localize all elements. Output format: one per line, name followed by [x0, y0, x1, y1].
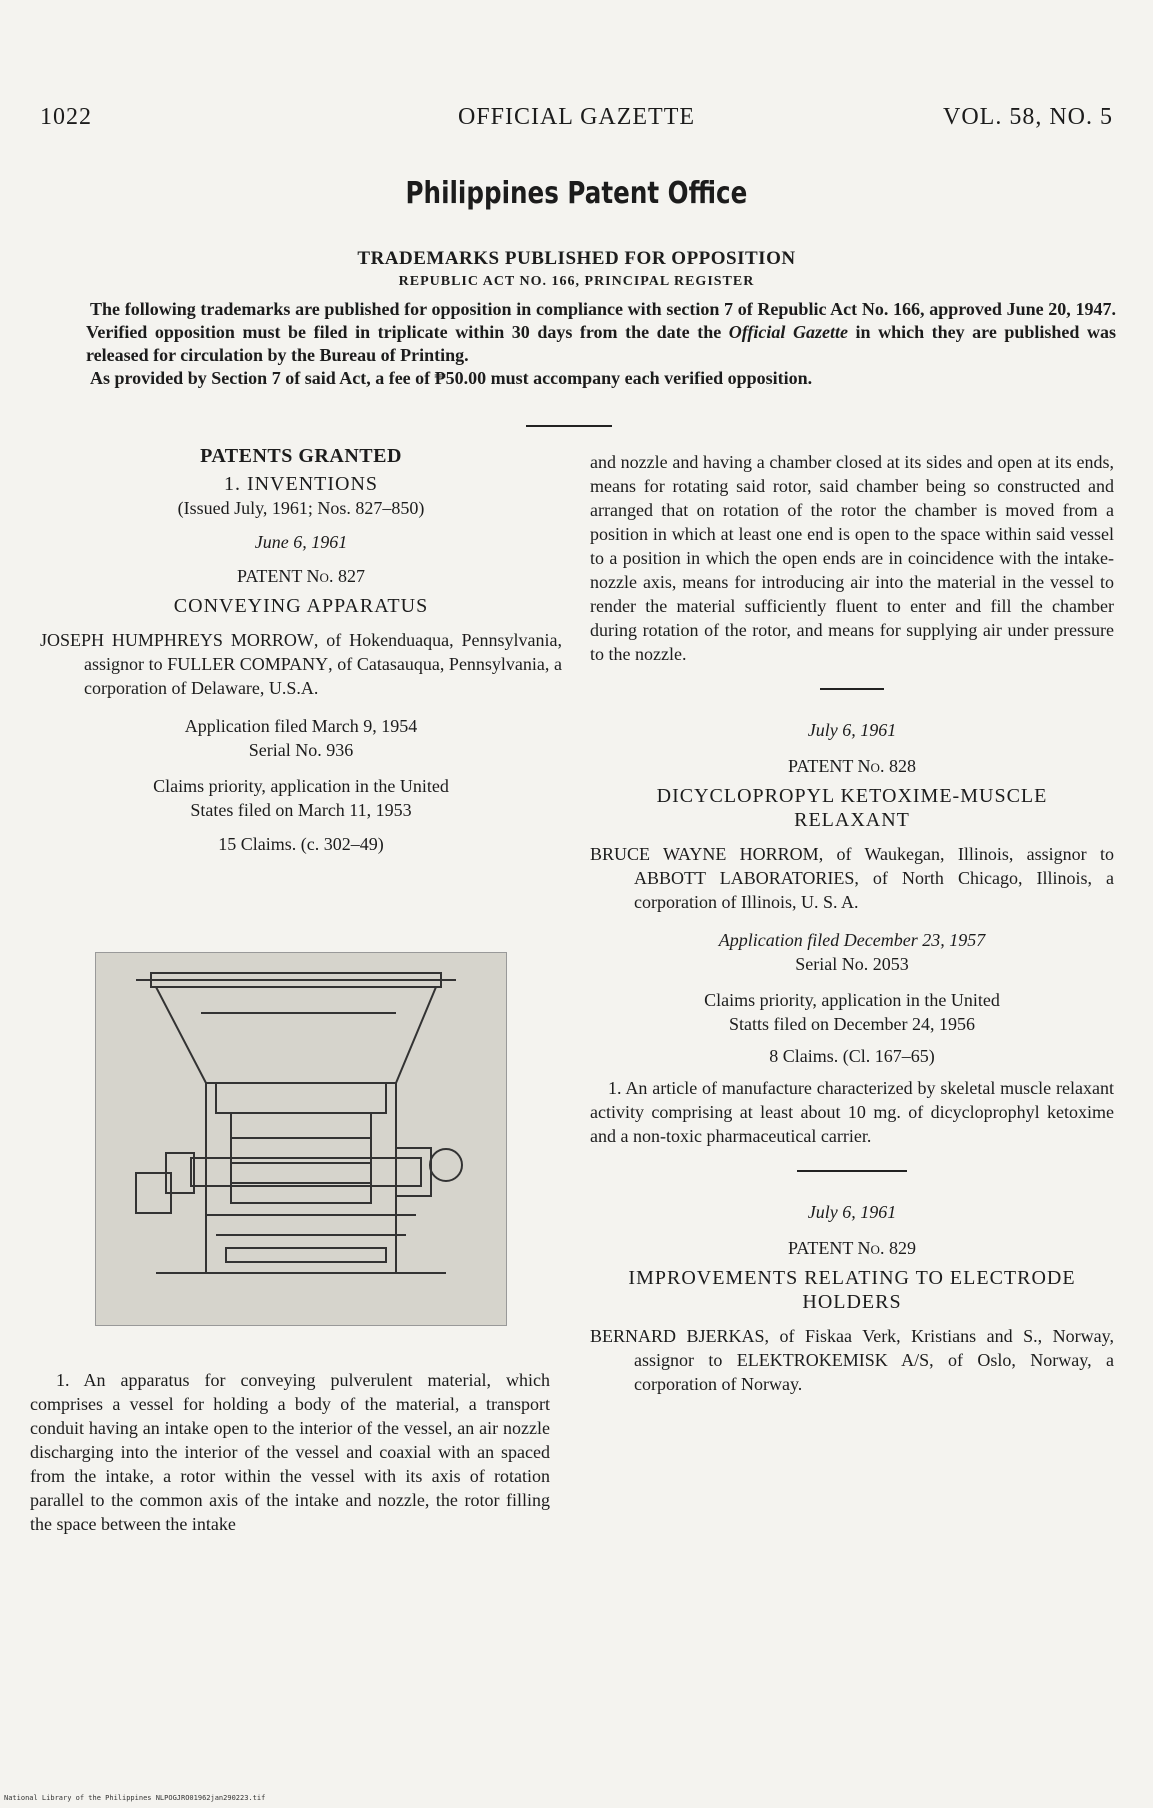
divider [820, 688, 884, 690]
right-column [590, 450, 1114, 1396]
serial-number: Serial No. 2053 [795, 954, 909, 974]
inventor-text: , of Catasauqua, Pennsylvania, a corporation of Delaware, U.S.A. [84, 654, 563, 698]
inventor-text: , of North Chicago, Illinois, a corporation of Illinois, U. S. A. [634, 868, 1114, 912]
inventor-text: , of Fiskaa Verk, Kristians and S., Norway, assignor to [634, 1326, 1114, 1370]
hopper [156, 987, 436, 1083]
application-filed: Application filed December 23, 1957 [718, 930, 986, 950]
patent-number: PATENT No. 828 [788, 756, 916, 776]
left-column [40, 444, 562, 856]
volume-number: VOL. 58, NO. 5 [943, 104, 1113, 130]
hopper-neck [216, 1083, 386, 1113]
patent-title: CONVEYING APPARATUS [173, 595, 429, 617]
notice-text: in which they are published was released for circulation by the Bureau of Printing. [86, 322, 1116, 365]
inventor-paragraph [590, 1324, 1114, 1396]
patent-number: PATENT No. 829 [788, 1238, 916, 1258]
inventor-name: BERNARD BJERKAS [590, 1326, 765, 1346]
patent-title: IMPROVEMENTS RELATING TO ELECTRODE [628, 1267, 1076, 1289]
claim-827: 1. An apparatus for conveying pulverulent material, which comprises a vessel for holding a body of the material, a transport conduit having an intake open to the interior of the vessel, an air nozzle discharging into the interior of the vessel and coaxial with an spaced from the intake, a rotor within the vessel with its axis of rotation parallel to the common axis of the intake and nozzle, the rotor filling the space between the intake [30, 1370, 550, 1534]
notice-text: The following trademarks are published for opposition in compliance with section 7 of Republic Act No. 166, approved June 20, 1947. Verified opposition must be filed in triplicate within 30 days from the date the [86, 299, 1116, 342]
grant-date: June 6, 1961 [254, 532, 348, 552]
subsection-title: 1. INVENTIONS [223, 473, 379, 495]
inventor-text: , of Hokenduaqua, Pennsylvania, assignor to [84, 630, 563, 674]
assignee-name: FULLER COMPANY [167, 654, 329, 674]
patent-title-line-2: HOLDERS [802, 1291, 902, 1313]
inventor-paragraph [40, 628, 562, 700]
publication-title: OFFICIAL GAZETTE [457, 104, 696, 130]
assignee-name: ELEKTROKEMISK A/S [736, 1350, 930, 1370]
divider [797, 1170, 907, 1172]
priority-line-2: States filed on March 11, 1953 [190, 800, 412, 820]
scan-footer: National Library of the Philippines NLPOGJRO01962jan290223.tif [4, 1794, 266, 1802]
priority-line-1: Claims priority, application in the United [153, 776, 449, 796]
base-pan [226, 1248, 386, 1262]
inventor-name: JOSEPH HUMPHREYS MORROW [40, 630, 314, 650]
section-title: PATENTS GRANTED [200, 445, 402, 467]
inventor-paragraph [590, 842, 1114, 914]
claim-continuation: and nozzle and having a chamber closed at its sides and open at its ends, means for rotating said rotor, said chamber being so constructed and arranged that on rotation of the rotor the chamber is moved from a position in which at least one end is open to the space within said vessel to a position in which the open ends are in coincidence with the intake-nozzle axis, means for introducing air into the material in the vessel to render the material sufficiently fluent to enter and fill the chamber during rotation of the rotor, and means for supplying air under pressure to the nozzle. [590, 452, 1114, 664]
office-title: Philippines Patent Office [405, 176, 748, 211]
notice-paragraph [86, 298, 1116, 367]
priority-line-2: Statts filed on December 24, 1956 [729, 1014, 975, 1034]
inventor-name: BRUCE WAYNE HORROM [590, 844, 819, 864]
application-filed: Application filed March 9, 1954 [184, 716, 418, 736]
patent-title-line-2: RELAXANT [794, 809, 910, 831]
inventor-text: , of Oslo, Norway, a corporation of Norway. [634, 1350, 1114, 1394]
pulley [430, 1149, 462, 1181]
claim-828: 1. An article of manufacture characterized by skeletal muscle relaxant activity comprising at least about 10 mg. of dicycloprophyl ketoxime and a non-toxic pharmaceutical carrier. [590, 1078, 1114, 1146]
page-number: 1022 [40, 104, 92, 130]
inventor-text: , of Waukegan, Illinois, assignor to [818, 844, 1114, 864]
priority-line-1: Claims priority, application in the United [704, 990, 1000, 1010]
trademarks-title: TRADEMARKS PUBLISHED FOR OPPOSITION [357, 248, 796, 269]
conveyor-drawing-svg [96, 953, 506, 1325]
trademarks-notice [86, 298, 1116, 390]
fee-paragraph: As provided by Section 7 of said Act, a fee of ₱50.00 must accompany each verified opposition. [90, 368, 813, 388]
grant-date: July 6, 1961 [807, 1202, 897, 1222]
grant-date: July 6, 1961 [807, 720, 897, 740]
trademarks-subtitle: REPUBLIC ACT NO. 166, PRINCIPAL REGISTER [398, 274, 755, 289]
serial-number: Serial No. 936 [248, 740, 354, 760]
patent-drawing [95, 952, 507, 1326]
issued-note: (Issued July, 1961; Nos. 827–850) [177, 498, 425, 518]
claims-count: 15 Claims. (c. 302–49) [218, 834, 384, 854]
claims-count: 8 Claims. (Cl. 167–65) [769, 1046, 935, 1066]
assignee-name: ABBOTT LABORATORIES [634, 868, 855, 888]
gazette-name: Official Gazette [728, 322, 848, 342]
divider [526, 425, 612, 427]
patent-title: DICYCLOPROPYL KETOXIME-MUSCLE [656, 785, 1048, 807]
patent-number: PATENT No. 827 [237, 566, 365, 586]
gear-housing [396, 1148, 431, 1196]
